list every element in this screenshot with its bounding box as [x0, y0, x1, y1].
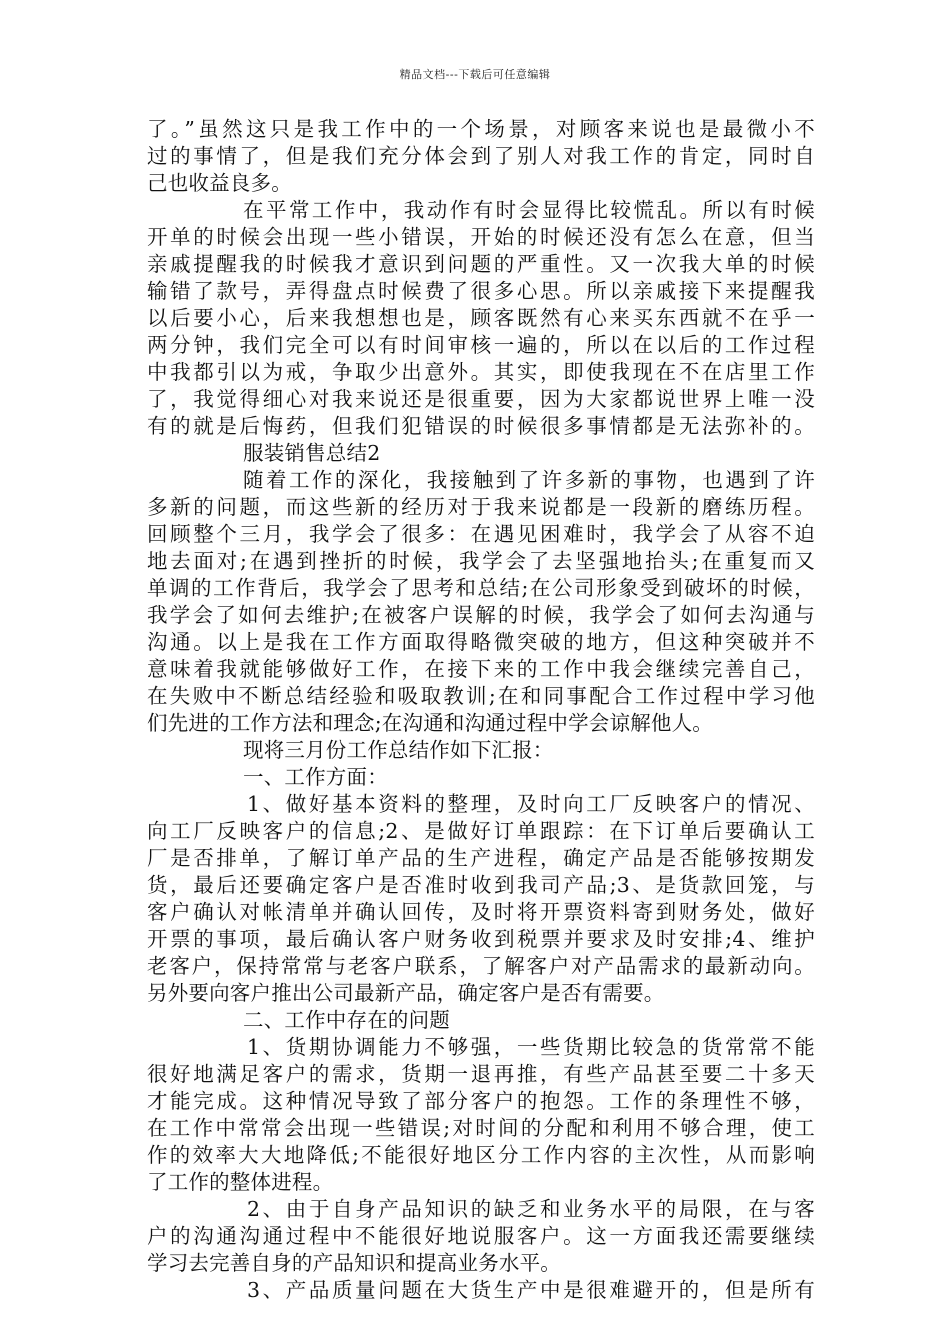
text-line: 一、工作方面： — [243, 765, 388, 789]
text-line: 单调的工作背后，我学会了思考和总结;在公司形象受到破坏的时候， — [147, 576, 815, 600]
text-line: 学习去完善自身的产品知识和提高业务水平。 — [147, 1251, 561, 1275]
text-line: 们先进的工作方法和理念;在沟通和沟通过程中学会谅解他人。 — [147, 711, 714, 735]
text-line: 才能完成。这种情况导致了部分客户的抱怨。工作的条理性不够， — [147, 1089, 815, 1113]
text-line: 沟通。以上是我在工作方面取得略微突破的地方，但这种突破并不 — [147, 630, 815, 654]
text-line: 己也收益良多。 — [147, 171, 292, 195]
text-line: 回顾整个三月，我学会了很多：在遇见困难时，我学会了从容不迫 — [147, 522, 815, 546]
text-line: 开票的事项，最后确认客户财务收到税票并要求及时安排;4、维护 — [147, 927, 815, 951]
text-line: 厂是否排单，了解订单产品的生产进程，确定产品是否能够按期发 — [147, 846, 815, 870]
text-line: 1、货期协调能力不够强，一些货期比较急的货常常不能 — [247, 1035, 815, 1059]
text-line: 客户确认对帐清单并确认回传，及时将开票资料寄到财务处，做好 — [147, 900, 815, 924]
text-line: 输错了款号，弄得盘点时候费了很多心思。所以亲戚接下来提醒我 — [147, 279, 815, 303]
text-line: 开单的时候会出现一些小错误，开始的时候还没有怎么在意，但当 — [147, 225, 815, 249]
text-line: 了，我觉得细心对我来说还是很重要，因为大家都说世界上唯一没 — [147, 387, 815, 411]
text-line: 在工作中常常会出现一些错误;对时间的分配和利用不够合理，使工 — [147, 1116, 815, 1140]
text-line: 有的就是后悔药，但我们犯错误的时候很多事情都是无法弥补的。 — [147, 414, 815, 438]
document-body — [147, 116, 815, 1304]
text-line: 了工作的整体进程。 — [147, 1170, 334, 1194]
text-line: 地去面对;在遇到挫折的时候，我学会了去坚强地抬头;在重复而又 — [147, 549, 815, 573]
text-line: 服装销售总结2 — [243, 441, 381, 465]
text-line: 户的沟通沟通过程中不能很好地说服客户。这一方面我还需要继续 — [147, 1224, 815, 1248]
text-line: 货，最后还要确定客户是否准时收到我司产品;3、是货款回笼，与 — [147, 873, 815, 897]
text-line: 现将三月份工作总结作如下汇报： — [243, 738, 554, 762]
text-line: 二、工作中存在的问题 — [243, 1008, 450, 1032]
text-line: 向工厂反映客户的信息;2、是做好订单跟踪：在下订单后要确认工 — [147, 819, 815, 843]
text-line: 过的事情了，但是我们充分体会到了别人对我工作的肯定，同时自 — [147, 144, 815, 168]
text-line: 很好地满足客户的需求，货期一退再推，有些产品甚至要二十多天 — [147, 1062, 815, 1086]
text-line: 另外要向客户推出公司最新产品，确定客户是否有需要。 — [147, 981, 665, 1005]
text-line: 了。”虽然这只是我工作中的一个场景，对顾客来说也是最微小不 — [147, 117, 815, 141]
text-line: 在平常工作中，我动作有时会显得比较慌乱。所以有时候 — [243, 198, 815, 222]
text-line: 我学会了如何去维护;在被客户误解的时候，我学会了如何去沟通与 — [147, 603, 815, 627]
text-line: 以后要小心，后来我想想也是，顾客既然有心来买东西就不在乎一 — [147, 306, 815, 330]
text-line: 中我都引以为戒，争取少出意外。其实，即使我现在不在店里工作 — [147, 360, 815, 384]
text-line: 随着工作的深化，我接触到了许多新的事物，也遇到了许 — [243, 468, 815, 492]
text-line: 两分钟，我们完全可以有时间审核一遍的，所以在以后的工作过程 — [147, 333, 815, 357]
text-line: 在失败中不断总结经验和吸取教训;在和同事配合工作过程中学习他 — [147, 684, 815, 708]
text-line: 1、做好基本资料的整理，及时向工厂反映客户的情况、 — [247, 792, 815, 816]
page-header: 精品文档---下载后可任意编辑 — [399, 68, 551, 81]
text-line: 作的效率大大地降低;不能很好地区分工作内容的主次性，从而影响 — [147, 1143, 815, 1167]
text-line: 3、产品质量问题在大货生产中是很难避开的，但是所有 — [247, 1278, 815, 1302]
text-line: 2、由于自身产品知识的缺乏和业务水平的局限，在与客 — [247, 1197, 815, 1221]
text-line: 多新的问题，而这些新的经历对于我来说都是一段新的磨练历程。 — [147, 495, 815, 519]
text-line: 亲戚提醒我的时候我才意识到问题的严重性。又一次我大单的时候 — [147, 252, 815, 276]
text-line: 意味着我就能够做好工作，在接下来的工作中我会继续完善自己， — [147, 657, 815, 681]
text-line: 老客户，保持常常与老客户联系，了解客户对产品需求的最新动向。 — [147, 954, 815, 978]
